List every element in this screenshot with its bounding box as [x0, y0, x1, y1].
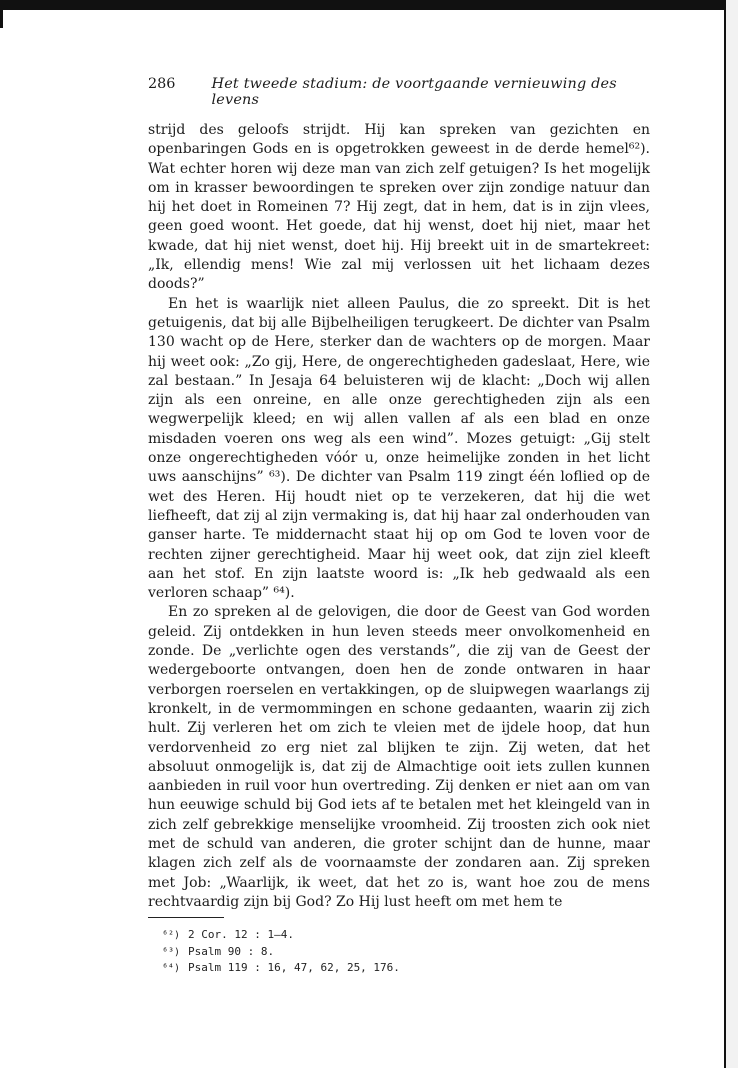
footnote [162, 960, 650, 977]
footnote-mark: ⁶⁴) [162, 963, 181, 975]
footnote-divider [148, 917, 224, 918]
scan-left-mark [0, 8, 3, 28]
page-number: 286 [148, 76, 176, 92]
footnote-mark: ⁶³) [162, 946, 181, 958]
footnotes [148, 927, 650, 977]
footnote [162, 927, 650, 944]
paragraph: En het is waarlijk niet alleen Paulus, die zo spreekt. Dit is het getuigenis, dat bij alle Bijbelheiligen terugkeert. De dichter van Psalm 130 wacht op de Here, sterker dan de wachters op de morgen. Maar hij weet ook: „Zo gij, Here, de ongerechtigheden gadeslaat, Here, wie zal bestaan.” In Jesaja 64 beluisteren wij de klacht: „Doch wij allen zijn als een onreine, en alle onze gerechtigheden zijn als een wegwerpelijk kleed; en wij allen vallen af als een blad en onze misdaden voeren ons weg als een wind”. Mozes getuigt: „Gij stelt onze ongerechtigheden vóór u, onze heimelijke zonden in het licht uws aanschijns” ⁶³). De dichter van Psalm 119 zingt één loflied op de wet des Heren. Hij houdt niet op te verzekeren, dat hij die wet liefheeft, dat zij al zijn vermaking is, dat hij haar zal onderhouden van ganser harte. Te middernacht staat hij op om God te loven voor de rechten zijner gerechtigheid. Maar hij weet ook, dat zijn ziel kleeft aan het stof. En zijn laatste woord is: „Ik heb gedwaald als een verloren schaap” ⁶⁴). [148, 295, 650, 602]
book-page [148, 76, 650, 977]
scan-top-border [0, 0, 738, 10]
footnote-mark: ⁶²) [162, 930, 181, 942]
footnote [162, 944, 650, 961]
scan-right-border [724, 0, 738, 1068]
running-title: Het tweede stadium: de voortgaande vernieuwing des levens [211, 76, 617, 108]
paragraph: En zo spreken al de gelovigen, die door de Geest van God worden geleid. Zij ontdekken in hun leven steeds meer onvolkomenheid en zonde. De „verlichte ogen des verstands”, die zij van de Geest der wedergeboorte ontvangen, doen hen de zonde ontwaren in haar verborgen roerselen en vertakkingen, op de sluipwegen waarlangs zij kronkelt, in de vermommingen en schone gedaanten, waarin zij zich hult. Zij verleren het om zich te vleien met de ijdele hoop, dat hun verdorvenheid zo erg niet zal blijken te zijn. Zij weten, dat het absoluut onmogelijk is, dat zij de Almachtige ooit iets zullen kunnen aanbieden in ruil voor hun overtreding. Zij denken er niet aan om van hun eeuwige schuld bij God iets af te betalen met het kleingeld van in zich zelf gebrekkige menselijke vroomheid. Zij troosten zich ook niet met de schuld van anderen, die groter schijnt dan de hunne, maar klagen zich zelf als de voornaamste der zondaren aan. Zij spreken met Job: „Waarlijk, ik weet, dat het zo is, want hoe zou de mens rechtvaardig zijn bij God? Zo Hij lust heeft om met hem te [148, 604, 650, 910]
paragraph: strijd des geloofs strijdt. Hij kan spreken van gezichten en openbaringen Gods en is opgetrokken geweest in de derde hemel⁶²). Wat echter horen wij deze man van zich zelf getuigen? Is het mogelijk om in krasser bewoordingen te spreken over zijn zondige natuur dan hij het doet in Romeinen 7? Hij zegt, dat in hem, dat is in zijn vlees, geen goed woont. Het goede, dat hij wenst, doet hij niet, maar het kwade, dat hij niet wenst, doet hij. Hij breekt uit in de smartekreet: „Ik, ellendig mens! Wie zal mij verlossen uit het lichaam dezes doods?” [148, 122, 650, 293]
body-text [148, 121, 650, 912]
footnote-text: 2 Cor. 12 : 1—4. [188, 928, 294, 942]
running-header [148, 76, 650, 108]
footnote-text: Psalm 119 : 16, 47, 62, 25, 176. [188, 961, 400, 975]
footnote-text: Psalm 90 : 8. [188, 944, 275, 958]
